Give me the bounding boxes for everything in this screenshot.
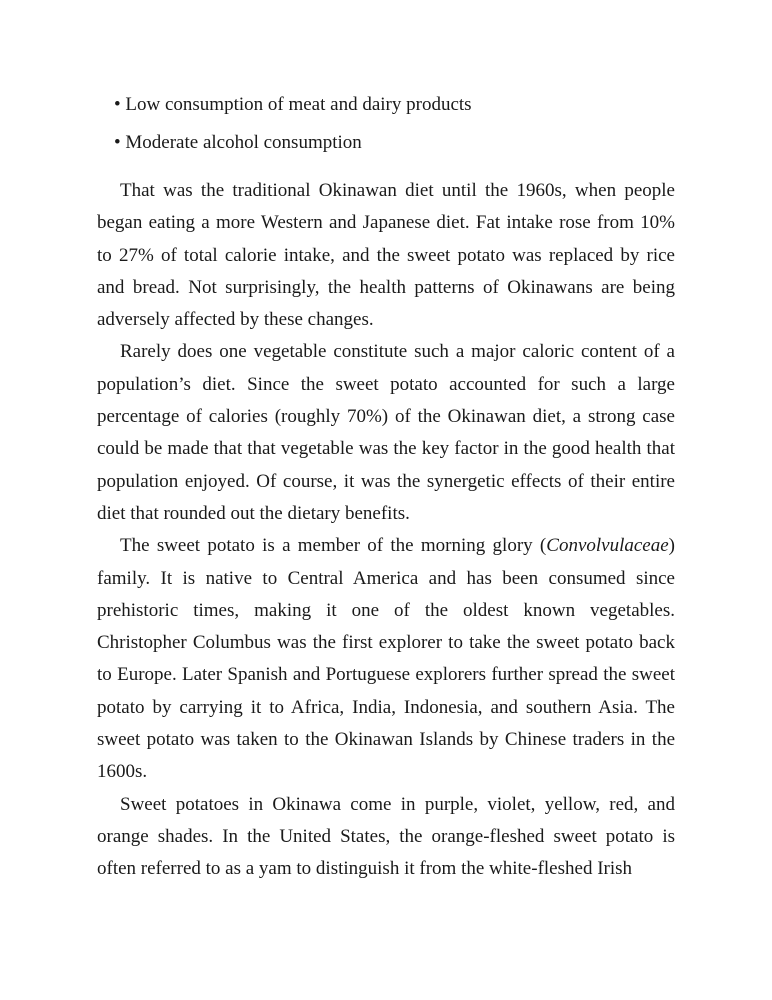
bullet-list (97, 86, 675, 162)
paragraph-1: That was the traditional Okinawan diet until the 1960s, when people began eating a more Western and Japanese diet. Fat intake rose from 10% to 27% of total calorie intake, and the sweet potato was replaced by rice and bread. Not surprisingly, the health patterns of Okinawans are being adversely affected by these changes. (97, 180, 675, 331)
bullet-item: • Low consumption of meat and dairy products (114, 94, 472, 115)
paragraph-3-start: The sweet potato is a member of the morning glory ( (120, 535, 547, 557)
paragraph-2: Rarely does one vegetable constitute such a major caloric content of a population’s diet. Since the sweet potato accounted for such a large percentage of calories (roughly 70%) of the Okinawan diet, a strong case could be made that that vegetable was the key factor in the good health that population enjoyed. Of course, it was the synergetic effects of their entire diet that rounded out the dietary benefits. (97, 341, 675, 524)
paragraph-3-end: ) family. It is native to Central America and has been consumed since prehistoric times, making it one of the oldest known vegetables. Christopher Columbus was the first explorer to take the sweet potato back to Europe. Later Spanish and Portuguese explorers further spread the sweet potato by carrying it to Africa, India, Indonesia, and southern Asia. The sweet potato was taken to the Okinawan Islands by Chinese traders in the 1600s. (97, 535, 675, 783)
bullet-item: • Moderate alcohol consumption (114, 132, 362, 153)
paragraph-4: Sweet potatoes in Okinawa come in purple, violet, yellow, red, and orange shades. In the United States, the orange-fleshed sweet potato is often referred to as a yam to distinguish it from the white-fleshed Irish (97, 793, 675, 880)
paragraph-3-italic-term: Convolvulaceae (546, 535, 669, 557)
page-body (97, 86, 675, 886)
paragraph-3 (97, 530, 675, 788)
